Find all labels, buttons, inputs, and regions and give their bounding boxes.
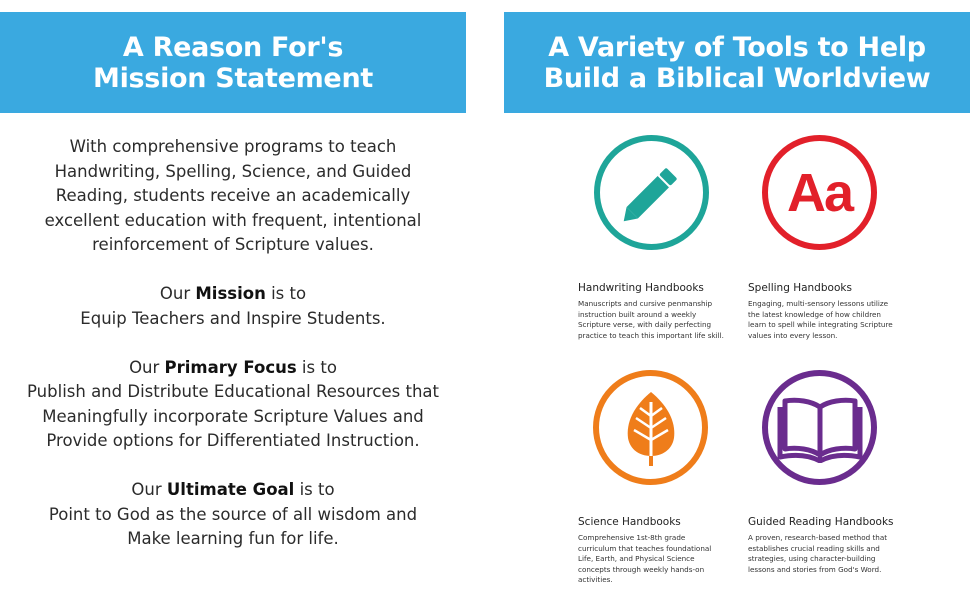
intro-line: excellent education with frequent, intentional <box>44 210 422 230</box>
guided-reading-tool <box>748 370 928 595</box>
intro-line: Handwriting, Spelling, Science, and Guided <box>54 161 412 181</box>
mission-statement-text <box>0 135 466 552</box>
mission-banner-line1: A Reason For's <box>122 31 344 63</box>
spelling-title: Spelling Handbooks <box>748 282 852 294</box>
mission-banner <box>0 12 466 113</box>
tools-banner-line1: A Variety of Tools to Help <box>548 31 926 63</box>
tools-banner <box>504 12 970 113</box>
goal-line: Make learning fun for life. <box>127 529 339 548</box>
mission-heading: Our Mission is to <box>159 284 307 303</box>
guided-reading-circle <box>762 370 877 485</box>
open-book-icon <box>777 393 863 463</box>
handwriting-title: Handwriting Handbooks <box>578 282 704 294</box>
handwriting-tool <box>578 135 758 355</box>
focus-heading: Our Primary Focus is to <box>129 357 337 377</box>
tools-banner-line2: Build a Biblical Worldview <box>543 62 931 94</box>
science-description: Comprehensive 1st-8th grade curriculum that teaches foundational Life, Earth, and Physical Science concepts through weekly hands-on activities. <box>578 533 712 584</box>
goal-heading: Our Ultimate Goal is to <box>131 480 335 499</box>
guided-reading-title: Guided Reading Handbooks <box>748 516 894 528</box>
intro-line: reinforcement of Scripture values. <box>92 235 374 254</box>
focus-keyword: Primary Focus <box>164 357 297 377</box>
leaf-icon <box>616 388 686 468</box>
spelling-circle <box>762 135 877 250</box>
intro-line: Reading, students receive an academically <box>55 186 411 205</box>
handwriting-circle <box>594 135 709 250</box>
guided-reading-description: A proven, research-based method that establishes crucial reading skills and strategies, using character-building lessons and stories from God's Word. <box>748 533 888 574</box>
mission-keyword: Mission <box>195 284 266 303</box>
focus-line: Provide options for Differentiated Instruction. <box>46 431 420 450</box>
goal-keyword: Ultimate Goal <box>166 480 295 499</box>
pencil-icon <box>612 153 692 233</box>
intro-line: With comprehensive programs to teach <box>69 137 397 156</box>
focus-line: Publish and Distribute Educational Resources that <box>27 382 439 401</box>
science-title: Science Handbooks <box>578 516 681 528</box>
spelling-tool <box>748 135 928 355</box>
goal-line: Point to God as the source of all wisdom and <box>48 504 418 524</box>
mission-line: Equip Teachers and Inspire Students. <box>80 308 386 328</box>
letters-icon: Aa <box>786 162 853 223</box>
science-circle <box>593 370 708 485</box>
science-tool <box>578 370 758 595</box>
focus-line: Meaningfully incorporate Scripture Values and <box>42 406 424 426</box>
handwriting-description: Manuscripts and cursive penmanship instruction built around a weekly Scripture verse, with daily perfecting practice to teach this important life skill. <box>578 299 724 340</box>
mission-banner-line2: Mission Statement <box>93 62 373 94</box>
spelling-description: Engaging, multi-sensory lessons utilize the latest knowledge of how children learn to spell while integrating Scripture values into every lesson. <box>748 299 893 340</box>
